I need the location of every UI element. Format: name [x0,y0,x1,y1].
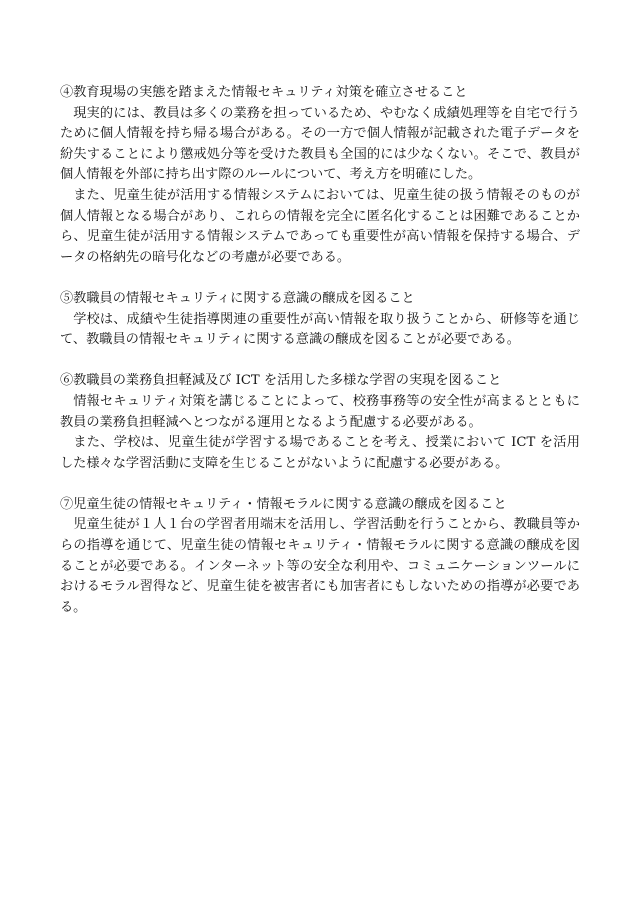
paragraph: 情報セキュリティ対策を講じることによって、校務事務等の安全性が高まるとともに教員の業務負担軽減へとつながる運用となるよう配慮する必要がある。 [60,393,580,430]
section-heading: ⑥教職員の業務負担軽減及び ICT を活用した多様な学習の実現を図ること [60,373,502,389]
section-heading: ④教育現場の実態を踏まえた情報セキュリティ対策を確立させること [60,85,468,100]
paragraph: また、学校は、児童生徒が学習する場であることを考え、授業において ICT を活用した様々な学習活動に支障を生じることがないように配慮する必要がある。 [60,435,580,471]
section-heading: ⑤教職員の情報セキュリティに関する意識の醸成を図ること [60,290,415,306]
paragraph: 児童生徒が１人１台の学習者用端末を活用し、学習活動を行うことから、教職員等からの指導を通じて、児童生徒の情報セキュリティ・情報モラルに関する意識の醸成を図ることが必要である。インターネット等の安全な利用や、コミュニケーションツールにおけるモラル習得など、児童生徒を被害者にも加害者にもしないための指導が必要である。 [60,517,580,615]
section-7 [60,495,580,619]
paragraph: また、児童生徒が活用する情報システムにおいては、児童生徒の扱う情報そのものが個人情報となる場合があり、これらの情報を完全に匿名化することは困難であることから、児童生徒が活用する情報システムであっても重要性が高い情報を保持する場合、データの格納先の暗号化などの考慮が必要である。 [60,187,580,265]
paragraph: 学校は、成績や生徒指導関連の重要性が高い情報を取り扱うことから、研修等を通じて、教職員の情報セキュリティに関する意識の醸成を図ることが必要である。 [60,311,580,348]
section-4 [60,83,580,268]
section-heading: ⑦児童生徒の情報セキュリティ・情報モラルに関する意識の醸成を図ること [60,496,507,512]
section-6 [60,371,580,474]
document-page [60,83,580,639]
section-5 [60,289,580,351]
paragraph: 現実的には、教員は多くの業務を担っているため、やむなく成績処理等を自宅で行うために個人情報を持ち帰る場合がある。その一方で個人情報が記載された電子データを紛失することにより懲戒処分等を受けた教員も全国的には少なくない。そこで、教員が個人情報を外部に持ち出す際のルールについて、考え方を明確にした。 [60,105,580,183]
